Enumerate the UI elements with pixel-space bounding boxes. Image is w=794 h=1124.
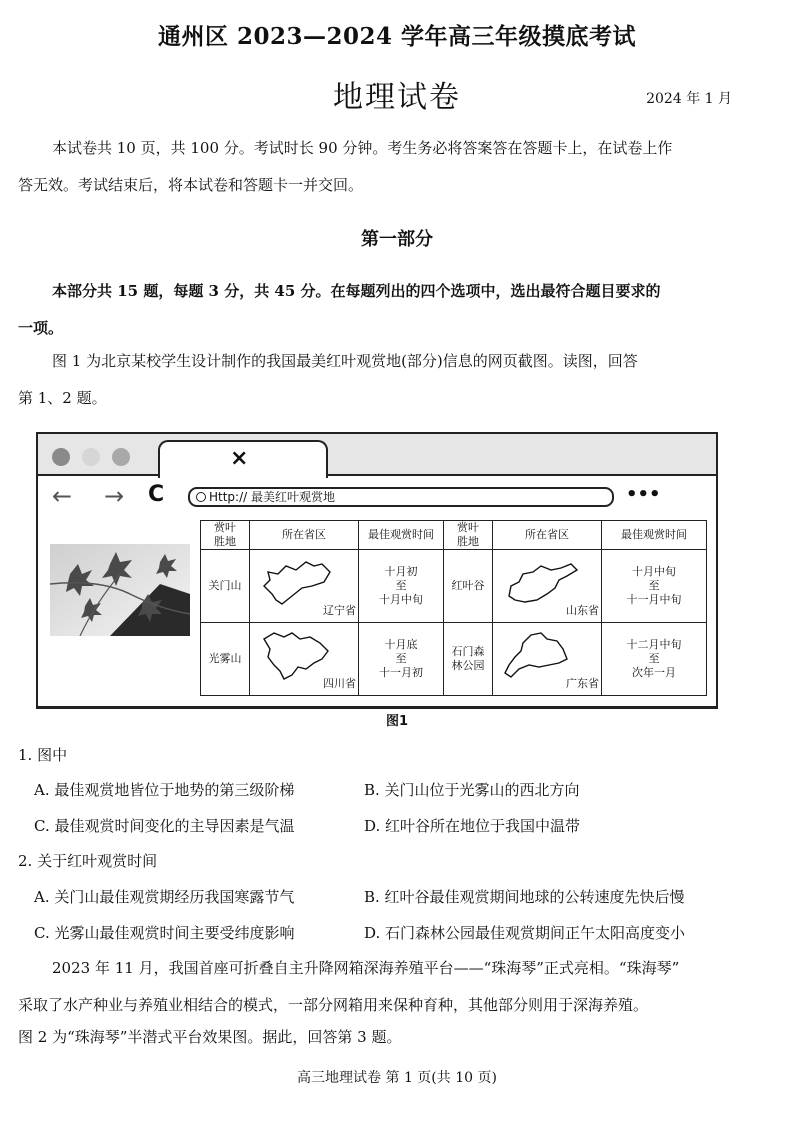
province-label: 四川省 [323, 677, 356, 690]
question-2-option-c: C. 光雾山最佳观赏时间主要受纬度影响 [34, 924, 295, 942]
figure1-intro-1: 图 1 为北京某校学生设计制作的我国最美红叶观赏地(部分)信息的网页截图。读图，回答 [52, 352, 638, 370]
subject-title: 地理试卷 [333, 80, 461, 115]
question-1-option-a: A. 最佳观赏地皆位于地势的第三级阶梯 [34, 781, 295, 799]
question-1-option-c: C. 最佳观赏时间变化的主导因素是气温 [34, 817, 295, 835]
province-map-cell [250, 550, 359, 623]
browser-tab-bar [38, 434, 716, 476]
url-text: Http:// 最美红叶观赏地 [209, 490, 335, 504]
province-map-cell [493, 550, 602, 623]
question-2-stem: 2. 关于红叶观赏时间 [18, 852, 158, 870]
table-row [201, 623, 707, 696]
passage-line-1: 2023 年 11 月，我国首座可折叠自主升降网箱深海养殖平台——“珠海琴”正式亮相。“珠海琴” [52, 959, 680, 977]
part-desc-2: 一项。 [18, 319, 64, 337]
question-2-option-b: B. 红叶谷最佳观赏期间地球的公转速度先快后慢 [364, 888, 685, 906]
province-label: 辽宁省 [323, 604, 356, 617]
table-header [444, 521, 493, 550]
question-1-option-b: B. 关门山位于光雾山的西北方向 [364, 781, 580, 799]
province-label: 山东省 [566, 604, 599, 617]
table-header [201, 521, 250, 550]
back-arrow-icon: ← [52, 482, 73, 510]
site-name: 光雾山 [201, 623, 250, 696]
best-viewing-time: 十二月中旬 至 次年一月 [602, 623, 707, 696]
table-header: 最佳观赏时间 [602, 521, 707, 550]
window-maximize-dot [112, 448, 130, 466]
window-minimize-dot [82, 448, 100, 466]
header-site-2: 赏叶 胜地 [457, 521, 479, 548]
close-icon: × [230, 446, 249, 471]
table-header: 最佳观赏时间 [359, 521, 444, 550]
province-label: 广东省 [566, 677, 599, 690]
intro-line-1: 本试卷共 10 页，共 100 分。考试时长 90 分钟。考生务必将答案答在答题卡上，在试卷上作 [52, 139, 673, 157]
exam-date: 2024 年 1 月 [646, 91, 732, 107]
province-map-cell [250, 623, 359, 696]
browser-tab [158, 440, 328, 478]
best-viewing-time: 十月底 至 十一月初 [359, 623, 444, 696]
question-1-stem: 1. 图中 [18, 746, 68, 764]
browser-window-figure [36, 432, 718, 709]
reload-icon: C [148, 482, 165, 507]
window-close-dot [52, 448, 70, 466]
more-menu-icon: ••• [626, 484, 661, 505]
red-leaves-photo [50, 544, 190, 636]
part-desc-1: 本部分共 15 题，每题 3 分，共 45 分。在每题列出的四个选项中，选出最符合题目要求的 [52, 282, 661, 300]
best-viewing-time: 十月中旬 至 十一月中旬 [602, 550, 707, 623]
header-site: 赏叶 胜地 [214, 521, 236, 548]
table-header: 所在省区 [493, 521, 602, 550]
best-viewing-time: 十月初 至 十月中旬 [359, 550, 444, 623]
site-name: 关门山 [201, 550, 250, 623]
exam-title: 通州区 2023—2024 学年高三年级摸底考试 [157, 23, 637, 50]
passage-line-2: 采取了水产种业与养殖业相结合的模式，一部分网箱用来保种育种，其他部分则用于深海养殖。 [18, 996, 649, 1014]
figure1-intro-2: 第 1、2 题。 [18, 389, 107, 407]
red-leaf-sites-table [200, 520, 707, 696]
province-map-cell [493, 623, 602, 696]
forward-arrow-icon: → [104, 482, 125, 510]
address-bar [188, 487, 614, 507]
figure-caption: 图1 [385, 714, 409, 729]
site-name: 红叶谷 [444, 550, 493, 623]
search-icon [196, 492, 206, 502]
part-title: 第一部分 [361, 229, 433, 250]
question-1-option-d: D. 红叶谷所在地位于我国中温带 [364, 817, 581, 835]
question-2-option-d: D. 石门森林公园最佳观赏期间正午太阳高度变小 [364, 924, 686, 942]
table-row [201, 550, 707, 623]
intro-line-2: 答无效。考试结束后，将本试卷和答题卡一并交回。 [18, 176, 364, 194]
site-name: 石门森 林公园 [444, 623, 493, 696]
question-2-option-a: A. 关门山最佳观赏期经历我国寒露节气 [34, 888, 295, 906]
page-footer: 高三地理试卷 第 1 页(共 10 页) [297, 1070, 497, 1086]
passage-line-3: 图 2 为“珠海琴”半潜式平台效果图。据此，回答第 3 题。 [18, 1028, 402, 1046]
table-header: 所在省区 [250, 521, 359, 550]
